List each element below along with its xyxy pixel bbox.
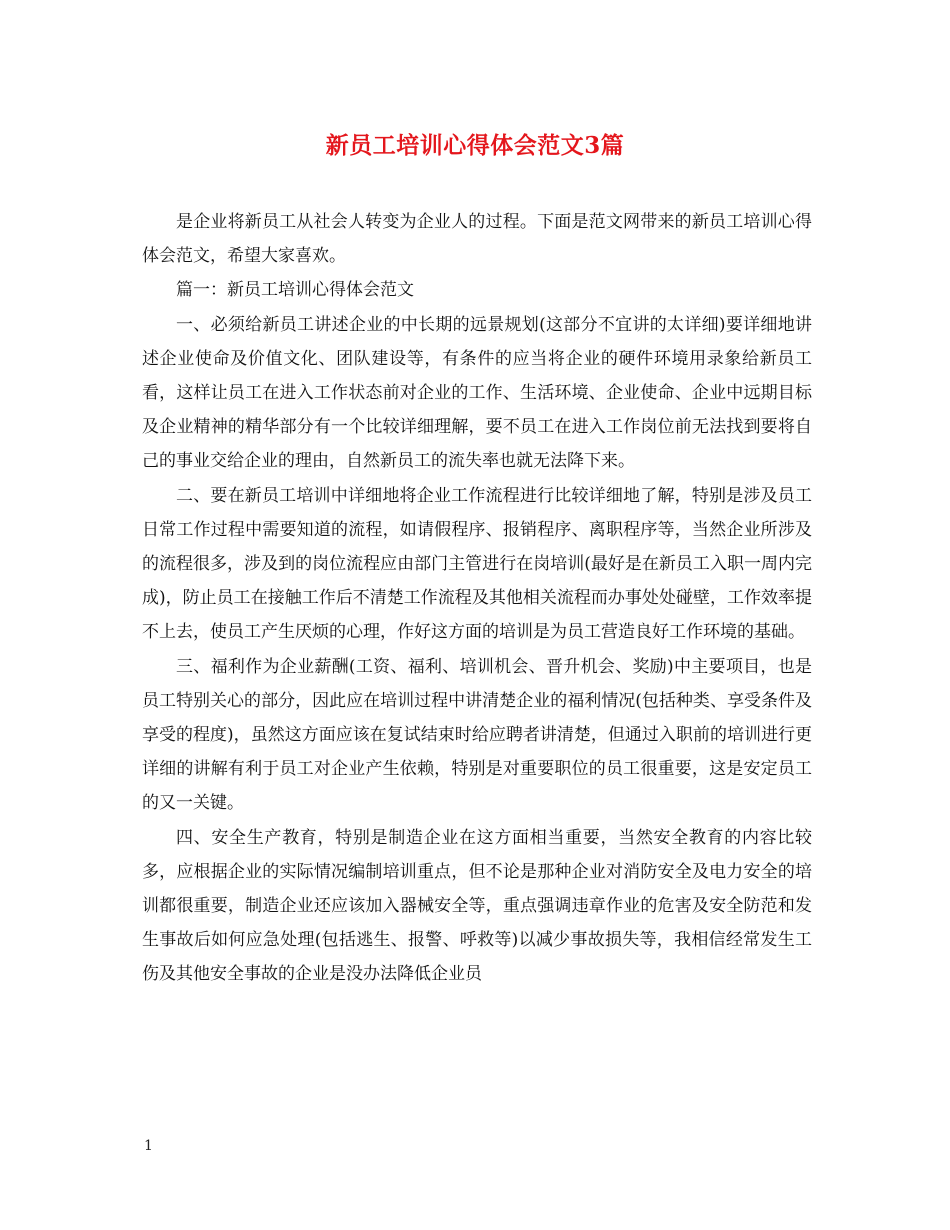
document-body — [142, 205, 812, 992]
page-number: 1 — [144, 1138, 153, 1154]
body-paragraph-3: 三、福利作为企业薪酬(工资、福利、培训机会、晋升机会、奖励)中主要项目，也是员工特别关心的部分，因此应在培训过程中讲清楚企业的福利情况(包括种类、享受条件及享受的程度)，虽然这方面应该在复试结束时给应聘者讲清楚，但通过入职前的培训进行更详细的讲解有利于员工对企业产生依赖，特别是对重要职位的员工很重要，这是安定员工的又一关键。 — [142, 656, 812, 814]
section-heading: 篇一：新员工培训心得体会范文 — [176, 280, 414, 301]
intro-paragraph: 是企业将新员工从社会人转变为企业人的过程。下面是范文网带来的新员工培训心得体会范文，希望大家喜欢。 — [142, 212, 812, 267]
body-paragraph-4: 四、安全生产教育，特别是制造企业在这方面相当重要，当然安全教育的内容比较多，应根据企业的实际情况编制培训重点，但不论是那种企业对消防安全及电力安全的培训都很重要，制造企业还应该加入器械安全等，重点强调违章作业的危害及安全防范和发生事故后如何应急处理(包括逃生、报警、呼救等)以减少事故损失等，我相信经常发生工伤及其他安全事故的企业是没办法降低企业员 — [142, 827, 812, 985]
body-paragraph-1: 一、必须给新员工讲述企业的中长期的远景规划(这部分不宜讲的太详细)要详细地讲述企业使命及价值文化、团队建设等，有条件的应当将企业的硬件环境用录象给新员工看，这样让员工在进入工作状态前对企业的工作、生活环境、企业使命、企业中远期目标及企业精神的精华部分有一个比较详细理解，要不员工在进入工作岗位前无法找到要将自己的事业交给企业的理由，自然新员工的流失率也就无法降下来。 — [142, 314, 812, 472]
body-paragraph-2: 二、要在新员工培训中详细地将企业工作流程进行比较详细地了解，特别是涉及员工日常工作过程中需要知道的流程，如请假程序、报销程序、离职程序等，当然企业所涉及的流程很多，涉及到的岗位流程应由部门主管进行在岗培训(最好是在新员工入职一周内完成)，防止员工在接触工作后不清楚工作流程及其他相关流程而办事处处碰壁，工作效率提不上去，使员工产生厌烦的心理，作好这方面的培训是为员工营造良好工作环境的基础。 — [142, 485, 812, 643]
document-title: 新员工培训心得体会范文3篇 — [325, 132, 625, 159]
